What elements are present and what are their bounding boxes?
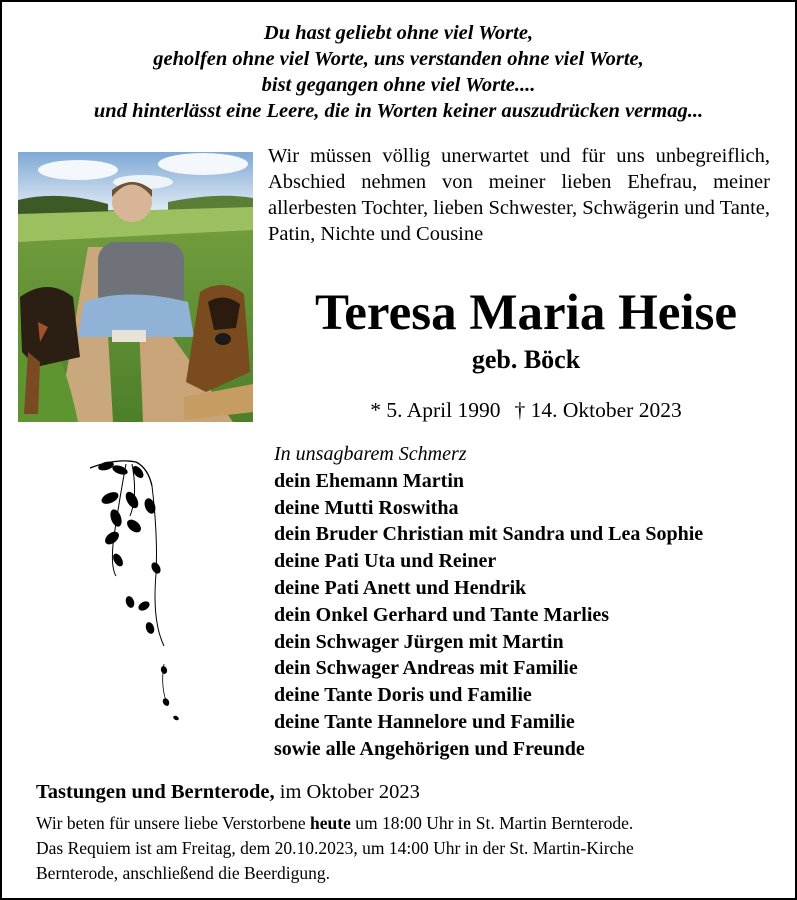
service-info — [36, 811, 776, 886]
poem-line: bist gegangen ohne viel Worte.... — [261, 74, 536, 96]
mourner-line: deine Tante Hannelore und Familie — [274, 710, 575, 733]
place-and-date — [36, 779, 420, 805]
leaf-branch-ornament — [86, 456, 196, 728]
life-dates — [253, 396, 797, 424]
poem-line: Du hast geliebt ohne viel Worte, — [263, 22, 534, 44]
service-line: Bernterode, anschließend die Beerdigung. — [36, 863, 330, 883]
portrait-photo — [18, 152, 253, 422]
mourners-intro: In unsagbarem Schmerz — [274, 443, 467, 465]
service-text: Wir beten für unsere liebe Verstorbene — [36, 813, 306, 833]
service-text: um 18:00 Uhr in St. Martin Bernterode. — [355, 813, 634, 833]
notice-date: im Oktober 2023 — [279, 781, 420, 803]
mourner-line: deine Pati Uta und Reiner — [274, 550, 497, 573]
poem-line: und hinterlässt eine Leere, die in Worten keiner auszudrücken vermag... — [93, 100, 704, 122]
mourner-line: deine Pati Anett und Hendrik — [274, 576, 527, 599]
service-line: Das Requiem ist am Freitag, dem 20.10.2023, um 14:00 Uhr in der St. Martin-Kirche — [36, 838, 634, 858]
mourner-line: deine Mutti Roswitha — [274, 496, 459, 519]
mourner-line: dein Ehemann Martin — [274, 469, 465, 492]
poem — [2, 20, 795, 124]
service-line — [36, 811, 776, 836]
poem-line: geholfen ohne viel Worte, uns verstanden ohne viel Worte, — [153, 48, 644, 70]
maiden-name: geb. Böck — [471, 345, 581, 374]
mourner-line: dein Bruder Christian mit Sandra und Lea Sophie — [274, 523, 704, 546]
death-date: † 14. Oktober 2023 — [514, 398, 682, 422]
birth-date: * 5. April 1990 — [370, 398, 501, 422]
mourner-line: dein Schwager Andreas mit Familie — [274, 657, 578, 680]
mourner-line: deine Tante Doris und Familie — [274, 684, 532, 707]
mourner-line: sowie alle Angehörigen und Freunde — [274, 737, 585, 760]
deceased-name: Teresa Maria Heise — [314, 285, 738, 341]
photo-graphic — [18, 152, 253, 422]
service-highlight: heute — [310, 813, 351, 833]
mourner-line: dein Onkel Gerhard und Tante Marlies — [274, 603, 610, 626]
intro-text: Wir müssen völlig unerwartet und für uns unbegreiflich, Abschied nehmen von meiner lieben Ehefrau, meiner allerbesten Tochter, lieben Schwester, Schwägerin und Tante, Patin, Nichte und Cousine — [268, 145, 770, 245]
mourner-line: dein Schwager Jürgen mit Martin — [274, 630, 564, 653]
place-name: Tastungen und Bernterode, — [36, 781, 275, 803]
mourners-block — [274, 441, 794, 763]
